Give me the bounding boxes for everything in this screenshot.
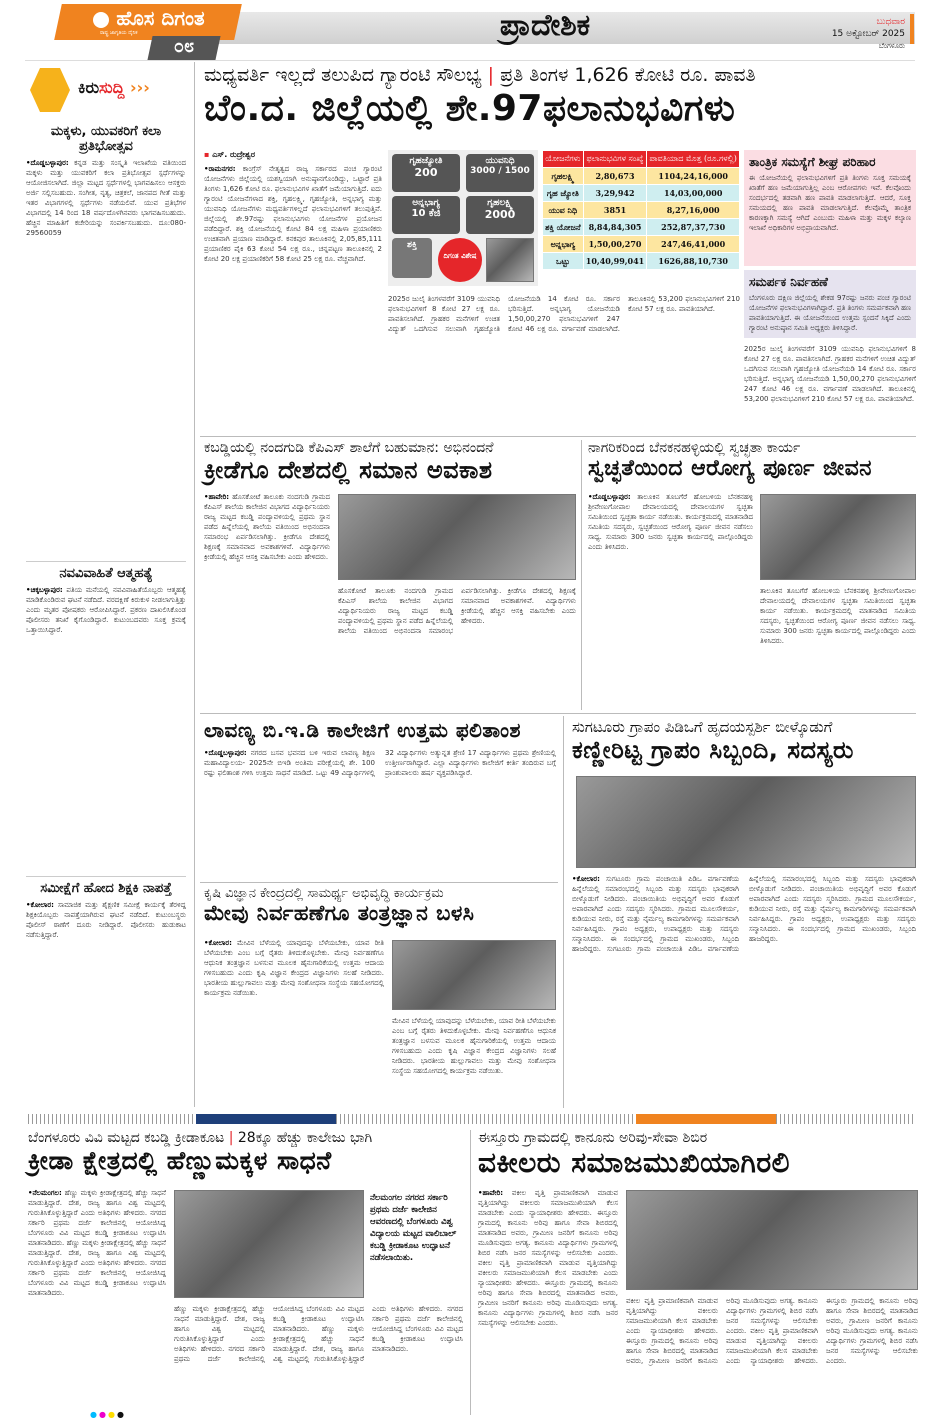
brief-title: ಸಮೀಕ್ಷೆಗೆ ಹೋದ ಶಿಕ್ಷಕಿ ನಾಪತ್ತೆ — [26, 876, 186, 896]
story-text: ಹೆಣ್ಣು ಮಕ್ಕಳು ಕ್ರೀಡಾಕ್ಷೇತ್ರದಲ್ಲಿ ಹೆಚ್ಚು ಸಾಧನೆ ಮಾಡುತ್ತಿದ್ದಾರೆ. ದೇಶ, ರಾಜ್ಯ ಹಾಗೂ ವಿಶ್ವ ಮಟ್ಟದಲ್ಲಿ ಗುರುತಿಸಿಕೊಳ್ಳುತ್ತಿದ್ದಾರೆ ಎಂದು ಅತಿಥಿಗಳು ಹೇಳಿದರು. ನಗರದ ಸರ್ಕಾರಿ ಪ್ರಥಮ ದರ್ಜೆ ಕಾಲೇಜಿನಲ್ಲಿ ಆಯೋಜಿಸಿದ್ದ ಬೆಂಗಳೂರು ವಿವಿ ಮಟ್ಟದ ಕಬಡ್ಡಿ ಕ್ರೀಡಾಕೂಟ ಉದ್ಘಾಟಿಸಿ ಮಾತನಾಡಿದರು. — [28, 1189, 166, 1247]
dateline: ದೊಡ್ಡಬಳ್ಳಾಪುರ: — [592, 493, 631, 501]
story-photo — [338, 494, 576, 580]
story-text: ತಾಲೂಕಿನ ತೂಬಗೆರೆ ಹೋಬಳಿಯ ಬೆನಕನಹಳ್ಳಿ ಶ್ರೀವೇಣುಗೋಪಾಲ ದೇವಾಲಯದಲ್ಲಿ ದೇವಾಲಯಗಳ ಸ್ವಚ್ಛತಾ ಸಮಿತಿಯಿಂದ ಸ್ವಚ್ಛತಾ ಕಾರ್ಯ ನಡೆಯಿತು. ಕಾರ್ಯಕ್ರಮದಲ್ಲಿ ಮಾತನಾಡಿದ ಸಮಿತಿಯ ಸದಸ್ಯರು, ಸ್ವಚ್ಛತೆಯಿಂದ ಆರೋಗ್ಯ ಪೂರ್ಣ ಜೀವನ ನಡೆಸಲು ಸಾಧ್ಯ. ಸುಮಾರು 300 ಜನರು ಸ್ವಚ್ಛತಾ ಕಾರ್ಯದಲ್ಲಿ ಪಾಲ್ಗೊಂಡಿದ್ದರು ಎಂದು ತಿಳಿಸಿದರು. — [588, 493, 753, 551]
table-row: ಶಕ್ತಿ ಯೋಜನೆ 8,84,84,305 252,87,37,730 — [543, 219, 740, 236]
table-row: ಅನ್ನಭಾಗ್ಯ 1,50,00,270 247,46,41,000 — [543, 236, 740, 253]
story-text: ಸುಗಟೂರು ಗ್ರಾಮ ಪಂಚಾಯಿತಿ ಪಿಡಿಒ ವರ್ಗಾವಣೆಯ ಹಿನ್ನೆಲೆಯಲ್ಲಿ ಸಮಾರಂಭದಲ್ಲಿ ಸಿಬ್ಬಂದಿ ಮತ್ತು ಸದಸ್ಯರು ಭಾವುಕರಾಗಿ ಬೀಳ್ಕೊಡುಗೆ ನೀಡಿದರು. ಪಂಚಾಯಿತಿಯ ಅಭಿವೃದ್ಧಿಗೆ ಅವರ ಕೊಡುಗೆ ಅಪಾರವಾಗಿದೆ ಎಂದು ಸದಸ್ಯರು ಸ್ಮರಿಸಿದರು. ಗ್ರಾಮದ ಮೂಲಸೌಕರ್ಯ, ಕುಡಿಯುವ ನೀರು, ರಸ್ತೆ ಮತ್ತು ನೈರ್ಮಲ್ಯ ಕಾಮಗಾರಿಗಳನ್ನು ಸಮರ್ಪಕವಾಗಿ ನಿರ್ವಹಿಸಿದ್ದರು. ಗ್ರಾಪಂ ಅಧ್ಯಕ್ಷರು, ಉಪಾಧ್ಯಕ್ಷರು ಮತ್ತು ಸದಸ್ಯರು ಸನ್ಮಾನಿಸಿದರು. ಈ ಸಂದರ್ಭದಲ್ಲಿ ಗ್ರಾಮದ ಮುಖಂಡರು, ಸಿಬ್ಬಂದಿ ಹಾಜರಿದ್ದರು. — [572, 875, 739, 953]
info-box-technical — [744, 150, 916, 266]
story-headline: ಕ್ರೀಡೆಗೂ ದೇಶದಲ್ಲಿ ಸಮಾನ ಅವಕಾಶ — [204, 456, 493, 484]
story-text: ಹೊಸಕೋಟೆ ತಾಲೂಕು ನಂದಗುಡಿ ಗ್ರಾಮದ ಕೆಪಿಎಸ್ ಶಾಲೆಯ ಕಾಲೇಜಿನ ವಿಭಾಗದ ವಿದ್ಯಾರ್ಥಿನಿಯರು ರಾಜ್ಯ ಮಟ್ಟದ ಕಬಡ್ಡಿ ಪಂದ್ಯಾವಳಿಯಲ್ಲಿ ಪ್ರಥಮ ಸ್ಥಾನ ಪಡೆದ ಹಿನ್ನೆಲೆಯಲ್ಲಿ ಶಾಲೆಯ ವತಿಯಿಂದ ಅಭಿನಂದನಾ ಸಮಾರಂಭ ಏರ್ಪಡಿಸಲಾಗಿತ್ತು. ಕ್ರೀಡೆಗೂ ದೇಶದಲ್ಲಿ ಶಿಕ್ಷಣಕ್ಕೆ ಸಮಾನವಾದ ಅವಕಾಶಗಳಿವೆ. ವಿದ್ಯಾರ್ಥಿಗಳು ಕ್ರೀಡೆಯಲ್ಲಿ ಹೆಚ್ಚಿನ ಆಸಕ್ತಿ ವಹಿಸಬೇಕು ಎಂದು ಹೇಳಿದರು. — [204, 493, 330, 561]
dateline: ದೊಡ್ಡಬಳ್ಳಾಪುರ: — [30, 159, 69, 167]
section-divider — [28, 1114, 916, 1124]
tile-yuvanidhi: ಯುವನಿಧಿ 3000 / 1500 — [466, 154, 534, 192]
pull-quote: ನೆಲಮಂಗಲ ನಗರದ ಸರ್ಕಾರಿ ಪ್ರಥಮ ದರ್ಜೆ ಕಾಲೇಜಿನ ಆವರಣದಲ್ಲಿ ಬೆಂಗಳೂರು ವಿಶ್ವ ವಿದ್ಯಾಲಯ ಮಟ್ಟದ ವಾಲಿಬಾಲ್ ಕಬಡ್ಡಿ ಕ್ರೀಡಾಕೂಟ ಉದ್ಘಾಟನೆ ನಡೆಸಲಾಯಿತು. — [370, 1193, 457, 1263]
table-header: ಪಾವತಿಯಾದ ಮೊತ್ತ (ರೂ.ಗಳಲ್ಲಿ) — [647, 151, 740, 168]
logo-emblem-icon — [93, 12, 109, 28]
story-lawyers: ಈಸ್ತೂರು ಗ್ರಾಮದಲ್ಲಿ ಕಾನೂನು ಅರಿವು-ಸೇವಾ ಶಿಬಿರ ವಕೀಲರು ಸಮಾಜಮುಖಿಯಾಗಿರಲಿ •ಹಾವೇರಿ: ವಕೀಲ ವೃತ್ತಿ ಪ್ರಾಮಾಣಿಕವಾಗಿ ಮಾಡುವ ವೃತ್ತಿಯಾಗಿದ್ದು ವಕೀಲರು ಸಮಾಜಮುಖಿಯಾಗಿ ಕೆಲಸ ಮಾಡಬೇಕು ಎಂದು ನ್ಯಾಯಾಧೀಶರು ಹೇಳಿದರು. ಈಸ್ತೂರು ಗ್ರಾಮದಲ್ಲಿ ಕಾನೂನು ಅರಿವು ಹಾಗೂ ಸೇವಾ ಶಿಬಿರದಲ್ಲಿ ಮಾತನಾಡಿದ ಅವರು, ಗ್ರಾಮೀಣ ಜನರಿಗೆ ಕಾನೂನು ಅರಿವು ಮೂಡಿಸುವುದು ಅಗತ್ಯ. ಕಾನೂನು ವಿದ್ಯಾರ್ಥಿಗಳು ಗ್ರಾಮಗಳಲ್ಲಿ ಶಿಬಿರ ನಡೆಸಿ ಜನರ ಸಮಸ್ಯೆಗಳನ್ನು ಆಲಿಸಬೇಕು ಎಂದರು. ವಕೀಲ ವೃತ್ತಿ ಪ್ರಾಮಾಣಿಕವಾಗಿ ಮಾಡುವ ವೃತ್ತಿಯಾಗಿದ್ದು ವಕೀಲರು ಸಮಾಜಮುಖಿಯಾಗಿ ಕೆಲಸ ಮಾಡಬೇಕು ಎಂದು ನ್ಯಾಯಾಧೀಶರು ಹೇಳಿದರು. ಈಸ್ತೂರು ಗ್ರಾಮದಲ್ಲಿ ಕಾನೂನು ಅರಿವು ಹಾಗೂ ಸೇವಾ ಶಿಬಿರದಲ್ಲಿ ಮಾತನಾಡಿದ ಅವರು, ಗ್ರಾಮೀಣ ಜನರಿಗೆ ಕಾನೂನು ಅರಿವು ಮೂಡಿಸುವುದು ಅಗತ್ಯ. ಕಾನೂನು ವಿದ್ಯಾರ್ಥಿಗಳು ಗ್ರಾಮಗಳಲ್ಲಿ ಶಿಬಿರ ನಡೆಸಿ ಜನರ ಸಮಸ್ಯೆಗಳನ್ನು ಆಲಿಸಬೇಕು ಎಂದರು. ವಕೀಲ ವೃತ್ತಿ ಪ್ರಾಮಾಣಿಕವಾಗಿ ಮಾಡುವ ವೃತ್ತಿಯಾಗಿದ್ದು ವಕೀಲರು ಸಮಾಜಮುಖಿಯಾಗಿ ಕೆಲಸ ಮಾಡಬೇಕು ಎಂದು ನ್ಯಾಯಾಧೀಶರು ಹೇಳಿದರು. ಈಸ್ತೂರು ಗ್ರಾಮದಲ್ಲಿ ಕಾನೂನು ಅರಿವು ಹಾಗೂ ಸೇವಾ ಶಿಬಿರದಲ್ಲಿ ಮಾತನಾಡಿದ ಅವರು, ಗ್ರಾಮೀಣ ಜನರಿಗೆ ಕಾನೂನು ಅರಿವು ಮೂಡಿಸುವುದು ಅಗತ್ಯ. ಕಾನೂನು ವಿದ್ಯಾರ್ಥಿಗಳು ಗ್ರಾಮಗಳಲ್ಲಿ ಶಿಬಿರ ನಡೆಸಿ ಜನರ ಸಮಸ್ಯೆಗಳನ್ನು ಆಲಿಸಬೇಕು ಎಂದರು. ವಕೀಲ ವೃತ್ತಿ ಪ್ರಾಮಾಣಿಕವಾಗಿ ಮಾಡುವ ವೃತ್ತಿಯಾಗಿದ್ದು ವಕೀಲರು ಸಮಾಜಮುಖಿಯಾಗಿ ಕೆಲಸ ಮಾಡಬೇಕು ಎಂದು ನ್ಯಾಯಾಧೀಶರು ಹೇಳಿದರು. ಈಸ್ತೂರು ಗ್ರಾಮದಲ್ಲಿ ಕಾನೂನು ಅರಿವು ಹಾಗೂ ಸೇವಾ ಶಿಬಿರದಲ್ಲಿ ಮಾತನಾಡಿದ ಅವರು, ಗ್ರಾಮೀಣ ಜನರಿಗೆ ಕಾನೂನು ಅರಿವು ಮೂಡಿಸುವುದು ಅಗತ್ಯ. ಕಾನೂನು ವಿದ್ಯಾರ್ಥಿಗಳು ಗ್ರಾಮಗಳಲ್ಲಿ ಶಿಬಿರ ನಡೆಸಿ ಜನರ ಸಮಸ್ಯೆಗಳನ್ನು ಆಲಿಸಬೇಕು ಎಂದರು. — [478, 1130, 918, 1365]
story-photo — [576, 776, 916, 868]
story-lavanya: ಲಾವಣ್ಯ ಬಿ.ಇ.ಡಿ ಕಾಲೇಜಿಗೆ ಉತ್ತಮ ಫಲಿತಾಂಶ •ದೊಡ್ಡಬಳ್ಳಾಪುರ: ನಗರದ ಬಸವ ಭವನದ ಬಳಿ ಇರುವ ಲಾವಣ್ಯ ಶಿಕ್ಷಣ ಮಹಾವಿದ್ಯಾಲಯ- 2025ನೇ ಬಿಇಡಿ ಅಂತಿಮ ಪರೀಕ್ಷೆಯಲ್ಲಿ ಶೇ. 100 ರಷ್ಟು ಫಲಿತಾಂಶ ಗಳಿಸಿ ಉತ್ತಮ ಸಾಧನೆ ಮಾಡಿದೆ. ಒಟ್ಟು 49 ವಿದ್ಯಾರ್ಥಿಗಳಲ್ಲಿ 32 ವಿದ್ಯಾರ್ಥಿಗಳು ಅತ್ಯುನ್ನತ ಶ್ರೇಣಿ 17 ವಿದ್ಯಾರ್ಥಿಗಳು ಪ್ರಥಮ ಶ್ರೇಣಿಯಲ್ಲಿ ಉತ್ತೀರ್ಣರಾಗಿದ್ದಾರೆ. ಎಲ್ಲಾ ವಿದ್ಯಾರ್ಥಿಗಳು ಕಾಲೇಜಿಗೆ ಕೀರ್ತಿ ತಂದಿರುವ ಬಗ್ಗೆ ಪ್ರಾಂಶುಪಾಲರು ಹರ್ಷ ವ್ಯಕ್ತಪಡಿಸಿದ್ದಾರೆ. — [204, 718, 556, 777]
brief-text: ಕನ್ನಡ ಮತ್ತು ಸಂಸ್ಕೃತಿ ಇಲಾಖೆಯ ವತಿಯಿಂದ ಮಕ್ಕಳು ಮತ್ತು ಯುವಕರಿಗೆ ಕಲಾ ಪ್ರತಿಭೋತ್ಸವ ಸ್ಪರ್ಧೆಗಳನ್ನು ಆಯೋಜಿಸಲಾಗಿದೆ. ಜಿಲ್ಲಾ ಮಟ್ಟದ ಸ್ಪರ್ಧೆಗಳಲ್ಲಿ ಭಾಗವಹಿಸಲು ಆಸಕ್ತರು ಅರ್ಜಿ ಸಲ್ಲಿಸಬಹುದು. ಸಂಗೀತ, ನೃತ್ಯ, ಚಿತ್ರಕಲೆ, ಜಾನಪದ ಗೀತೆ ಮತ್ತು ಇತರ ವಿಭಾಗಗಳಲ್ಲಿ ಸ್ಪರ್ಧೆಗಳು ನಡೆಯಲಿವೆ. ಯುವ ಪ್ರತಿಭೆಗಳ ವಿಭಾಗದಲ್ಲಿ 14 ರಿಂದ 18 ವರ್ಷದೊಳಗಿನವರು ಭಾಗವಹಿಸಬಹುದು. ಹೆಚ್ಚಿನ ಮಾಹಿತಿಗೆ ಕಚೇರಿಯನ್ನು ಸಂಪರ್ಕಿಸಬಹುದು. ದೂ:080-29560059 — [26, 159, 186, 237]
story-headline: ಸ್ವಚ್ಛತೆಯಿಂದ ಆರೋಗ್ಯ ಪೂರ್ಣ ಜೀವನ — [588, 456, 872, 481]
dateline: ಕೋಲಾರ: — [30, 901, 54, 909]
guarantee-table — [542, 150, 740, 270]
edition-city: ಬೆಂಗಳೂರು — [878, 42, 905, 50]
divider-orange — [636, 1114, 776, 1124]
logo-text: ಹೊಸ ದಿಗಂತ — [116, 6, 205, 30]
divider-blue — [196, 1114, 336, 1124]
table-header: ಯೋಜನೆಗಳು — [543, 151, 584, 168]
page-number: ೦೮ — [173, 36, 195, 57]
dateline: ದೊಡ್ಡಬಳ್ಳಾಪುರ: — [208, 749, 247, 757]
table-row-total: ಒಟ್ಟು 10,40,99,041 1626,88,10,730 — [543, 253, 740, 270]
digantha-special-badge: ದಿಗಂತ ವಿಶೇಷ — [438, 238, 482, 282]
story-photo — [626, 1190, 918, 1290]
lead-kicker: ಮಧ್ಯವರ್ತಿ ಇಲ್ಲದೆ ತಲುಪಿದ ಗ್ಯಾರಂಟಿ ಸೌಲಭ್ಯ — [204, 64, 482, 86]
lead-text: ಕಾಂಗ್ರೆಸ್ ನೇತೃತ್ವದ ರಾಜ್ಯ ಸರ್ಕಾರದ ಪಂಚ ಗ್ಯಾರಂಟಿ ಯೋಜನೆಗಳು ಜಿಲ್ಲೆಯಲ್ಲಿ ಯಶಸ್ವಿಯಾಗಿ ಅನುಷ್ಠಾನಗೊಂಡಿದ್ದು, ಒಟ್ಟಾರೆ ಪ್ರತಿ ತಿಂಗಳು 1,626 ಕೋಟಿ ರೂ. ಫಲಾನುಭವಿಗಳ ಖಾತೆಗೆ ಜಮೆಯಾಗುತ್ತಿದೆ. ಐದು ಗ್ಯಾರಂಟಿ ಯೋಜನೆಗಳಾದ ಶಕ್ತಿ, ಗೃಹಲಕ್ಷ್ಮಿ, ಗೃಹಜ್ಯೋತಿ, ಅನ್ನಭಾಗ್ಯ ಮತ್ತು ಯುವನಿಧಿ ಯೋಜನೆಗಳು ಮಧ್ಯವರ್ತಿಗಳಿಲ್ಲದೆ ಫಲಾನುಭವಿಗಳಿಗೆ ತಲುಪುತ್ತಿವೆ. ಜಿಲ್ಲೆಯಲ್ಲಿ ಶೇ.97ರಷ್ಟು ಫಲಾನುಭವಿಗಳು ಯೋಜನೆಗಳ ಪ್ರಯೋಜನ ಪಡೆದಿದ್ದಾರೆ. ಶಕ್ತಿ ಯೋಜನೆಯಲ್ಲಿ ಕೋಟಿ 84 ಲಕ್ಷ ಮಹಿಳಾ ಪ್ರಯಾಣಿಕರು ಉಚಿತವಾಗಿ ಪ್ರಯಾಣ ಮಾಡಿದ್ದಾರೆ. ಕನಕಪುರ ತಾಲೂಕಿನಲ್ಲಿ 2,05,85,111 ಪ್ರಯಾಣಿಕರ ಪೈಕಿ 63 ಕೋಟಿ 54 ಲಕ್ಷ ರೂ., ಚನ್ನಪಟ್ಟಣ ತಾಲೂಕಿನಲ್ಲಿ 2 ಕೋಟಿ 20 ಲಕ್ಷ ಪ್ರಯಾಣಿಕರಿಗೆ 58 ಕೋಟಿ 25 ಲಕ್ಷ ರೂ. ವೆಚ್ಚವಾಗಿದೆ. — [204, 165, 382, 263]
story-text: ನಗರದ ಬಸವ ಭವನದ ಬಳಿ ಇರುವ ಲಾವಣ್ಯ ಶಿಕ್ಷಣ ಮಹಾವಿದ್ಯಾಲಯ- 2025ನೇ ಬಿಇಡಿ ಅಂತಿಮ ಪರೀಕ್ಷೆಯಲ್ಲಿ ಶೇ. 100 ರಷ್ಟು ಫಲಿತಾಂಶ ಗಳಿಸಿ ಉತ್ತಮ ಸಾಧನೆ ಮಾಡಿದೆ. ಒಟ್ಟು 49 ವಿದ್ಯಾರ್ಥಿಗಳಲ್ಲಿ 32 ವಿದ್ಯಾರ್ಥಿಗಳು ಅತ್ಯುನ್ನತ ಶ್ರೇಣಿ 17 ವಿದ್ಯಾರ್ಥಿಗಳು ಪ್ರಥಮ ಶ್ರೇಣಿಯಲ್ಲಿ ಉತ್ತೀರ್ಣರಾಗಿದ್ದಾರೆ. ಎಲ್ಲಾ ವಿದ್ಯಾರ್ಥಿಗಳು ಕಾಲೇಜಿಗೆ ಕೀರ್ತಿ ತಂದಿರುವ ಬಗ್ಗೆ ಪ್ರಾಂಶುಪಾಲರು ಹರ್ಷ ವ್ಯಕ್ತಪಡಿಸಿದ್ದಾರೆ. — [204, 749, 556, 777]
box-text: ಈ ಯೋಜನೆಯಲ್ಲಿ ಫಲಾನುಭವಿಗಳಿಗೆ ಪ್ರತಿ ತಿಂಗಳು ಸೂಕ್ತ ಸಮಯಕ್ಕೆ ಖಾತೆಗೆ ಹಣ ಜಮೆಯಾಗುತ್ತಿಲ್ಲ ಎಂಬ ಆರೋಪಗಳು ಇವೆ. ಕೆಲವೊಂದು ಸಂದರ್ಭದಲ್ಲಿ ತಡವಾಗಿ ಹಣ ಪಾವತಿ ಮಾಡಲಾಗುತ್ತಿದೆ. ಆದರೆ, ಸೂಕ್ತ ಸಮಯದಲ್ಲಿ ಹಣ ಪಾವತಿ ಮಾಡಲಾಗುತ್ತಿದೆ. ಕೆಲವೊಮ್ಮೆ ತಾಂತ್ರಿಕ ಕಾರಣಕ್ಕಾಗಿ ಸಮಸ್ಯೆ ಆಗಿದೆ ಎಂಬುದು ಮಹಿಳಾ ಮತ್ತು ಮಕ್ಕಳ ಕಲ್ಯಾಣ ಇಲಾಖೆ ಅಧಿಕಾರಿಗಳ ಅಭಿಪ್ರಾಯವಾಗಿದೆ. — [749, 174, 911, 232]
table-row: ಗೃಹ ಜ್ಯೋತಿ 3,29,942 14,03,00,000 — [543, 185, 740, 202]
story-cleanliness: ನಾಗರಿಕರಿಂದ ಬೆನಕನಹಳ್ಳಿಯಲ್ಲಿ ಸ್ವಚ್ಛತಾ ಕಾರ್ಯ ಸ್ವಚ್ಛತೆಯಿಂದ ಆರೋಗ್ಯ ಪೂರ್ಣ ಜೀವನ •ದೊಡ್ಡಬಳ್ಳಾಪುರ: ತಾಲೂಕಿನ ತೂಬಗೆರೆ ಹೋಬಳಿಯ ಬೆನಕನಹಳ್ಳಿ ಶ್ರೀವೇಣುಗೋಪಾಲ ದೇವಾಲಯದಲ್ಲಿ ದೇವಾಲಯಗಳ ಸ್ವಚ್ಛತಾ ಸಮಿತಿಯಿಂದ ಸ್ವಚ್ಛತಾ ಕಾರ್ಯ ನಡೆಯಿತು. ಕಾರ್ಯಕ್ರಮದಲ್ಲಿ ಮಾತನಾಡಿದ ಸಮಿತಿಯ ಸದಸ್ಯರು, ಸ್ವಚ್ಛತೆಯಿಂದ ಆರೋಗ್ಯ ಪೂರ್ಣ ಜೀವನ ನಡೆಸಲು ಸಾಧ್ಯ. ಸುಮಾರು 300 ಜನರು ಸ್ವಚ್ಛತಾ ಕಾರ್ಯದಲ್ಲಿ ಪಾಲ್ಗೊಂಡಿದ್ದರು ಎಂದು ತಿಳಿಸಿದರು. ತಾಲೂಕಿನ ತೂಬಗೆರೆ ಹೋಬಳಿಯ ಬೆನಕನಹಳ್ಳಿ ಶ್ರೀವೇಣುಗೋಪಾಲ ದೇವಾಲಯದಲ್ಲಿ ದೇವಾಲಯಗಳ ಸ್ವಚ್ಛತಾ ಸಮಿತಿಯಿಂದ ಸ್ವಚ್ಛತಾ ಕಾರ್ಯ ನಡೆಯಿತು. ಕಾರ್ಯಕ್ರಮದಲ್ಲಿ ಮಾತನಾಡಿದ ಸಮಿತಿಯ ಸದಸ್ಯರು, ಸ್ವಚ್ಛತೆಯಿಂದ ಆರೋಗ್ಯ ಪೂರ್ಣ ಜೀವನ ನಡೆಸಲು ಸಾಧ್ಯ. ಸುಮಾರು 300 ಜನರು ಸ್ವಚ್ಛತಾ ಕಾರ್ಯದಲ್ಲಿ ಪಾಲ್ಗೊಂಡಿದ್ದರು ಎಂದು ತಿಳಿಸಿದರು. — [588, 440, 916, 645]
story-headline: ಕಣ್ಣೀರಿಟ್ಟ ಗ್ರಾಪಂ ಸಿಬ್ಬಂದಿ, ಸದಸ್ಯರು — [572, 736, 854, 764]
table-row: ಗೃಹಲಕ್ಷ್ಮಿ 2,80,673 1104,24,16,000 — [543, 168, 740, 185]
brief-title: ಮಕ್ಕಳು, ಯುವಕರಿಗೆ ಕಲಾ ಪ್ರತಿಭೋತ್ಸವ — [50, 124, 162, 154]
hand-icon — [30, 68, 70, 112]
tile-annabhagya: ಅನ್ನಭಾಗ್ಯ 10 ಕೆಜಿ — [392, 196, 460, 234]
table-header: ಫಲಾನುಭವಿಗಳ ಸಂಖ್ಯೆ — [583, 151, 647, 168]
story-kicker: ಬೆಂಗಳೂರು ವಿವಿ ಮಟ್ಟದ ಕಬಡ್ಡಿ ಕ್ರೀಡಾಕೂಟ — [28, 1130, 225, 1146]
story-kicker: ನಾಗರಿಕರಿಂದ ಬೆನಕನಹಳ್ಳಿಯಲ್ಲಿ ಸ್ವಚ್ಛತಾ ಕಾರ್ಯ — [588, 440, 801, 456]
info-box-management — [744, 270, 916, 338]
header-accent — [910, 14, 914, 44]
dateline: ಹಾವೇರಿ: — [208, 493, 230, 501]
brief-item: ಮಕ್ಕಳು, ಯುವಕರಿಗೆ ಕಲಾ ಪ್ರತಿಭೋತ್ಸವ •ದೊಡ್ಡಬಳ್ಳಾಪುರ: ಕನ್ನಡ ಮತ್ತು ಸಂಸ್ಕೃತಿ ಇಲಾಖೆಯ ವತಿಯಿಂದ ಮಕ್ಕಳು ಮತ್ತು ಯುವಕರಿಗೆ ಕಲಾ ಪ್ರತಿಭೋತ್ಸವ ಸ್ಪರ್ಧೆಗಳನ್ನು ಆಯೋಜಿಸಲಾಗಿದೆ. ಜಿಲ್ಲಾ ಮಟ್ಟದ ಸ್ಪರ್ಧೆಗಳಲ್ಲಿ ಭಾಗವಹಿಸಲು ಆಸಕ್ತರು ಅರ್ಜಿ ಸಲ್ಲಿಸಬಹುದು. ಸಂಗೀತ, ನೃತ್ಯ, ಚಿತ್ರಕಲೆ, ಜಾನಪದ ಗೀತೆ ಮತ್ತು ಇತರ ವಿಭಾಗಗಳಲ್ಲಿ ಸ್ಪರ್ಧೆಗಳು ನಡೆಯಲಿವೆ. ಯುವ ಪ್ರತಿಭೆಗಳ ವಿಭಾಗದಲ್ಲಿ 14 ರಿಂದ 18 ವರ್ಷದೊಳಗಿನವರು ಭಾಗವಹಿಸಬಹುದು. ಹೆಚ್ಚಿನ ಮಾಹಿತಿಗೆ ಕಚೇರಿಯನ್ನು ಸಂಪರ್ಕಿಸಬಹುದು. ದೂ:080-29560059 — [26, 124, 186, 237]
graphic-photo — [486, 238, 534, 282]
logo-tagline: ರಾಷ್ಟ್ರ ಜಾಗೃತಿಯ ದೈನಿಕ — [100, 30, 138, 36]
story-fodder: ಕೃಷಿ ವಿಜ್ಞಾನ ಕೇಂದ್ರದಲ್ಲಿ ಸಾಮರ್ಥ್ಯ ಅಭಿವೃದ್ಧಿ ಕಾರ್ಯಕ್ರಮ ಮೇವು ನಿರ್ವಹಣೆಗೂ ತಂತ್ರಜ್ಞಾನ ಬಳಸಿ •ಕೋಲಾರ: ಮೇವಿನ ಬೆಳೆಯಲ್ಲಿ ಯಾವುದನ್ನು ಬೆಳೆಯಬೇಕು, ಯಾವ ರೀತಿ ಬೆಳೆಯಬೇಕು ಎಂಬ ಬಗ್ಗೆ ರೈತರು ತಿಳಿದುಕೊಳ್ಳಬೇಕು. ಮೇವು ನಿರ್ವಹಣೆಗೂ ಆಧುನಿಕ ತಂತ್ರಜ್ಞಾನ ಬಳಸುವ ಮೂಲಕ ಹೈನುಗಾರಿಕೆಯಲ್ಲಿ ಉತ್ತಮ ಆದಾಯ ಗಳಿಸಬಹುದು ಎಂದು ಕೃಷಿ ವಿಜ್ಞಾನ ಕೇಂದ್ರದ ವಿಜ್ಞಾನಿಗಳು ಸಲಹೆ ನೀಡಿದರು. ಭಾರತೀಯ ಹುಲ್ಲುಗಾವಲು ಮತ್ತು ಮೇವು ಸಂಶೋಧನಾ ಸಂಸ್ಥೆಯ ಸಹಯೋಗದಲ್ಲಿ ಕಾರ್ಯಕ್ರಮ ನಡೆಯಿತು. ಮೇವಿನ ಬೆಳೆಯಲ್ಲಿ ಯಾವುದನ್ನು ಬೆಳೆಯಬೇಕು, ಯಾವ ರೀತಿ ಬೆಳೆಯಬೇಕು ಎಂಬ ಬಗ್ಗೆ ರೈತರು ತಿಳಿದುಕೊಳ್ಳಬೇಕು. ಮೇವು ನಿರ್ವಹಣೆಗೂ ಆಧುನಿಕ ತಂತ್ರಜ್ಞಾನ ಬಳಸುವ ಮೂಲಕ ಹೈನುಗಾರಿಕೆಯಲ್ಲಿ ಉತ್ತಮ ಆದಾಯ ಗಳಿಸಬಹುದು ಎಂದು ಕೃಷಿ ವಿಜ್ಞಾನ ಕೇಂದ್ರದ ವಿಜ್ಞಾನಿಗಳು ಸಲಹೆ ನೀಡಿದರು. ಭಾರತೀಯ ಹುಲ್ಲುಗಾವಲು ಮತ್ತು ಮೇವು ಸಂಶೋಧನಾ ಸಂಸ್ಥೆಯ ಸಹಯೋಗದಲ್ಲಿ ಕಾರ್ಯಕ್ರಮ ನಡೆಯಿತು. — [204, 886, 556, 1075]
lead-story: ಮಧ್ಯವರ್ತಿ ಇಲ್ಲದೆ ತಲುಪಿದ ಗ್ಯಾರಂಟಿ ಸೌಲಭ್ಯ | ಪ್ರತಿ ತಿಂಗಳ 1,626 ಕೋಟಿ ರೂ. ಪಾವತಿ ಬೆಂ.ದ. ಜಿಲ್ಲೆಯಲ್ಲಿ ಶೇ.97ಫಲಾನುಭವಿಗಳು ▪ ಎಸ್. ರುದ್ರೇಶ್ವರ •ರಾಮನಗರ: ಕಾಂಗ್ರೆಸ್ ನೇತೃತ್ವದ ರಾಜ್ಯ ಸರ್ಕಾರದ ಪಂಚ ಗ್ಯಾರಂಟಿ ಯೋಜನೆಗಳು ಜಿಲ್ಲೆಯಲ್ಲಿ ಯಶಸ್ವಿಯಾಗಿ ಅನುಷ್ಠಾನಗೊಂಡಿದ್ದು, ಒಟ್ಟಾರೆ ಪ್ರತಿ ತಿಂಗಳು 1,626 ಕೋಟಿ ರೂ. ಫಲಾನುಭವಿಗಳ ಖಾತೆಗೆ ಜಮೆಯಾಗುತ್ತಿದೆ. ಐದು ಗ್ಯಾರಂಟಿ ಯೋಜನೆಗಳಾದ ಶಕ್ತಿ, ಗೃಹಲಕ್ಷ್ಮಿ, ಗೃಹಜ್ಯೋತಿ, ಅನ್ನಭಾಗ್ಯ ಮತ್ತು ಯುವನಿಧಿ ಯೋಜನೆಗಳು ಮಧ್ಯವರ್ತಿಗಳಿಲ್ಲದೆ ಫಲಾನುಭವಿಗಳಿಗೆ ತಲುಪುತ್ತಿವೆ. ಜಿಲ್ಲೆಯಲ್ಲಿ ಶೇ.97ರಷ್ಟು ಫಲಾನುಭವಿಗಳು ಯೋಜನೆಗಳ ಪ್ರಯೋಜನ ಪಡೆದಿದ್ದಾರೆ. ಶಕ್ತಿ ಯೋಜನೆಯಲ್ಲಿ ಕೋಟಿ 84 ಲಕ್ಷ ಮಹಿಳಾ ಪ್ರಯಾಣಿಕರು ಉಚಿತವಾಗಿ ಪ್ರಯಾಣ ಮಾಡಿದ್ದಾರೆ. ಕನಕಪುರ ತಾಲೂಕಿನಲ್ಲಿ 2,05,85,111 ಪ್ರಯಾಣಿಕರ ಪೈಕಿ 63 ಕೋಟಿ 54 ಲಕ್ಷ ರೂ., ಚನ್ನಪಟ್ಟಣ ತಾಲೂಕಿನಲ್ಲಿ 2 ಕೋಟಿ 20 ಲಕ್ಷ ಪ್ರಯಾಣಿಕರಿಗೆ 58 ಕೋಟಿ 25 ಲಕ್ಷ ರೂ. ವೆಚ್ಚವಾಗಿದೆ. ಗೃಹಜ್ಯೋತಿ 200 ಯುವನಿಧಿ 3000 / 1500 ಅನ್ನಭಾಗ್ಯ 10 ಕೆಜಿ ಗೃಹಲಕ್ಷ್ಮಿ 2000 ಶಕ್ತಿ ದಿಗಂತ ವಿಶೇಷ ಯೋಜನೆಗಳು ಫಲಾನುಭವಿಗಳ ಸಂಖ್ಯೆ ಪಾವತಿಯಾದ ಮೊತ್ತ (ರೂ.ಗಳಲ್ಲಿ) ಗೃಹಲಕ್ಷ್ಮಿ 2,80,673 1104,24,16,000 ಗೃಹ ಜ್ಯೋತಿ 3,29,942 14,03,00,000 ಯುವ ನಿಧಿ 3851 8,27,16,000 ಶಕ್ತಿ ಯೋಜನೆ 8,84,84,305 252,87,37,730 ಅನ್ನಭಾಗ್ಯ 1,50,00,270 247,46,41,000 ಒಟ್ಟು 10,40,99,041 1626,88,10,730 2025ರ ಜುಲೈ ತಿಂಗಳವರೆಗೆ 3109 ಯುವನಿಧಿ ಫಲಾನುಭವಿಗಳಿಗೆ 8 ಕೋಟಿ 27 ಲಕ್ಷ ರೂ. ಪಾವತಿಸಲಾಗಿದೆ. ಗ್ರಾಹಕರ ಮನೆಗಳಿಗೆ ಉಚಿತ ವಿದ್ಯುತ್ ಒದಗಿಸುವ ಸಲುವಾಗಿ ಗೃಹಜ್ಯೋತಿ ಯೋಜನೆಯಡಿ 14 ಕೋಟಿ ರೂ. ಸರ್ಕಾರ ಭರಿಸುತ್ತಿದೆ. ಅನ್ನಭಾಗ್ಯ ಯೋಜನೆಯಡಿ 1,50,00,270 ಫಲಾನುಭವಿಗಳಿಗೆ 247 ಕೋಟಿ 46 ಲಕ್ಷ ರೂ. ವರ್ಗಾವಣೆ ಮಾಡಲಾಗಿದೆ. ತಾಲೂಕಿನಲ್ಲಿ 53,200 ಫಲಾನುಭವಿಗಳಿಗೆ 210 ಕೋಟಿ 57 ಲಕ್ಷ ರೂ. ಪಾವತಿಯಾಗಿದೆ. ತಾಂತ್ರಿಕ ಸಮಸ್ಯೆಗೆ ಶೀಘ್ರ ಪರಿಹಾರ ಈ ಯೋಜನೆಯಲ್ಲಿ ಫಲಾನುಭವಿಗಳಿಗೆ ಪ್ರತಿ ತಿಂಗಳು ಸೂಕ್ತ ಸಮಯಕ್ಕೆ ಖಾತೆಗೆ ಹಣ ಜಮೆಯಾಗುತ್ತಿಲ್ಲ ಎಂಬ ಆರೋಪಗಳು ಇವೆ. ಕೆಲವೊಂದು ಸಂದರ್ಭದಲ್ಲಿ ತಡವಾಗಿ ಹಣ ಪಾವತಿ ಮಾಡಲಾಗುತ್ತಿದೆ. ಆದರೆ, ಸೂಕ್ತ ಸಮಯದಲ್ಲಿ ಹಣ ಪಾವತಿ ಮಾಡಲಾಗುತ್ತಿದೆ. ಕೆಲವೊಮ್ಮೆ ತಾಂತ್ರಿಕ ಕಾರಣಕ್ಕಾಗಿ ಸಮಸ್ಯೆ ಆಗಿದೆ ಎಂಬುದು ಮಹಿಳಾ ಮತ್ತು ಮಕ್ಕಳ ಕಲ್ಯಾಣ ಇಲಾಖೆ ಅಧಿಕಾರಿಗಳ ಅಭಿಪ್ರಾಯವಾಗಿದೆ. ಸಮರ್ಪಕ ನಿರ್ವಹಣೆ ಬೆಂಗಳೂರು ದಕ್ಷಿಣ ಜಿಲ್ಲೆಯಲ್ಲಿ ಶೇಕಡ 97ರಷ್ಟು ಜನರು ಪಂಚ ಗ್ಯಾರಂಟಿ ಯೋಜನೆಗಳ ಫಲಾನುಭವಿಗಳಾಗಿದ್ದಾರೆ. ಪ್ರತಿ ತಿಂಗಳು ಸಮರ್ಪಕವಾಗಿ ಹಣ ಪಾವತಿಯಾಗುತ್ತಿದೆ. ಈ ಯೋಜನೆಯಿಂದ ಉತ್ತಮ ಸ್ಪಂದನೆ ಸಿಕ್ಕಿದೆ ಎಂದು ಗ್ಯಾರಂಟಿ ಅನುಷ್ಠಾನ ಸಮಿತಿ ಅಧ್ಯಕ್ಷರು ತಿಳಿಸಿದ್ದಾರೆ. 2025ರ ಜುಲೈ ತಿಂಗಳವರೆಗೆ 3109 ಯುವನಿಧಿ ಫಲಾನುಭವಿಗಳಿಗೆ 8 ಕೋಟಿ 27 ಲಕ್ಷ ರೂ. ಪಾವತಿಸಲಾಗಿದೆ. ಗ್ರಾಹಕರ ಮನೆಗಳಿಗೆ ಉಚಿತ ವಿದ್ಯುತ್ ಒದಗಿಸುವ ಸಲುವಾಗಿ ಗೃಹಜ್ಯೋತಿ ಯೋಜನೆಯಡಿ 14 ಕೋಟಿ ರೂ. ಸರ್ಕಾರ ಭರಿಸುತ್ತಿದೆ. ಅನ್ನಭಾಗ್ಯ ಯೋಜನೆಯಡಿ 1,50,00,270 ಫಲಾನುಭವಿಗಳಿಗೆ 247 ಕೋಟಿ 46 ಲಕ್ಷ ರೂ. ವರ್ಗಾವಣೆ ಮಾಡಲಾಗಿದೆ. ತಾಲೂಕಿನಲ್ಲಿ 53,200 ಫಲಾನುಭವಿಗಳಿಗೆ 210 ಕೋಟಿ 57 ಲಕ್ಷ ರೂ. ಪಾವತಿಯಾಗಿದೆ. — [204, 64, 916, 403]
dateline: ಕೋಲಾರ: — [208, 939, 232, 947]
brief-text: ಸಾಮಾಜಿಕ ಮತ್ತು ಶೈಕ್ಷಣಿಕ ಸಮೀಕ್ಷೆ ಕಾರ್ಯಕ್ಕೆ ತೆರಳಿದ್ದ ಶಿಕ್ಷಕಿಯೊಬ್ಬರು ನಾಪತ್ತೆಯಾಗಿರುವ ಘಟನೆ ನಡೆದಿದೆ. ಕುಟುಂಬಸ್ಥರು ಪೊಲೀಸ್ ಠಾಣೆಗೆ ದೂರು ನೀಡಿದ್ದಾರೆ. ಪೊಲೀಸರು ಹುಡುಕಾಟ ನಡೆಸುತ್ತಿದ್ದಾರೆ. — [26, 901, 186, 939]
story-headline: ಕ್ರೀಡಾ ಕ್ಷೇತ್ರದಲ್ಲಿ ಹೆಣ್ಣುಮಕ್ಕಳ ಸಾಧನೆ — [28, 1146, 332, 1175]
story-photo — [174, 1190, 364, 1298]
table-row: ಯುವ ನಿಧಿ 3851 8,27,16,000 — [543, 202, 740, 219]
brief-text: ಪತಿಯ ಮನೆಯಲ್ಲಿ ನವವಿವಾಹಿತೆಯೊಬ್ಬರು ಆತ್ಮಹತ್ಯೆ ಮಾಡಿಕೊಂಡಿರುವ ಘಟನೆ ನಡೆದಿದೆ. ವರದಕ್ಷಿಣೆ ಕಿರುಕುಳ ನೀಡಲಾಗುತ್ತಿತ್ತು ಎಂದು ಮೃತರ ಪೋಷಕರು ಆರೋಪಿಸಿದ್ದಾರೆ. ಪ್ರಕರಣ ದಾಖಲಿಸಿಕೊಂಡ ಪೊಲೀಸರು ತನಿಖೆ ಕೈಗೊಂಡಿದ್ದಾರೆ. ಕುಟುಂಬದವರು ಸೂಕ್ತ ಕ್ರಮಕ್ಕೆ ಒತ್ತಾಯಿಸಿದ್ದಾರೆ. — [26, 586, 186, 634]
byline: ಎಸ್. ರುದ್ರೇಶ್ವರ — [212, 150, 255, 159]
dateline: ಕೋಲಾರ: — [576, 875, 600, 883]
story-women-sports: ಬೆಂಗಳೂರು ವಿವಿ ಮಟ್ಟದ ಕಬಡ್ಡಿ ಕ್ರೀಡಾಕೂಟ | 28ಕ್ಕೂ ಹೆಚ್ಚು ಕಾಲೇಜು ಭಾಗಿ ಕ್ರೀಡಾ ಕ್ಷೇತ್ರದಲ್ಲಿ ಹೆಣ್ಣುಮಕ್ಕಳ ಸಾಧನೆ •ನೆಲಮಂಗಲ: ಹೆಣ್ಣು ಮಕ್ಕಳು ಕ್ರೀಡಾಕ್ಷೇತ್ರದಲ್ಲಿ ಹೆಚ್ಚು ಸಾಧನೆ ಮಾಡುತ್ತಿದ್ದಾರೆ. ದೇಶ, ರಾಜ್ಯ ಹಾಗೂ ವಿಶ್ವ ಮಟ್ಟದಲ್ಲಿ ಗುರುತಿಸಿಕೊಳ್ಳುತ್ತಿದ್ದಾರೆ ಎಂದು ಅತಿಥಿಗಳು ಹೇಳಿದರು. ನಗರದ ಸರ್ಕಾರಿ ಪ್ರಥಮ ದರ್ಜೆ ಕಾಲೇಜಿನಲ್ಲಿ ಆಯೋಜಿಸಿದ್ದ ಬೆಂಗಳೂರು ವಿವಿ ಮಟ್ಟದ ಕಬಡ್ಡಿ ಕ್ರೀಡಾಕೂಟ ಉದ್ಘಾಟಿಸಿ ಮಾತನಾಡಿದರು. ಹೆಣ್ಣು ಮಕ್ಕಳು ಕ್ರೀಡಾಕ್ಷೇತ್ರದಲ್ಲಿ ಹೆಚ್ಚು ಸಾಧನೆ ಮಾಡುತ್ತಿದ್ದಾರೆ. ದೇಶ, ರಾಜ್ಯ ಹಾಗೂ ವಿಶ್ವ ಮಟ್ಟದಲ್ಲಿ ಗುರುತಿಸಿಕೊಳ್ಳುತ್ತಿದ್ದಾರೆ ಎಂದು ಅತಿಥಿಗಳು ಹೇಳಿದರು. ನಗರದ ಸರ್ಕಾರಿ ಪ್ರಥಮ ದರ್ಜೆ ಕಾಲೇಜಿನಲ್ಲಿ ಆಯೋಜಿಸಿದ್ದ ಬೆಂಗಳೂರು ವಿವಿ ಮಟ್ಟದ ಕಬಡ್ಡಿ ಕ್ರೀಡಾಕೂಟ ಉದ್ಘಾಟಿಸಿ ಮಾತನಾಡಿದರು. ನೆಲಮಂಗಲ ನಗರದ ಸರ್ಕಾರಿ ಪ್ರಥಮ ದರ್ಜೆ ಕಾಲೇಜಿನ ಆವರಣದಲ್ಲಿ ಬೆಂಗಳೂರು ವಿಶ್ವ ವಿದ್ಯಾಲಯ ಮಟ್ಟದ ವಾಲಿಬಾಲ್ ಕಬಡ್ಡಿ ಕ್ರೀಡಾಕೂಟ ಉದ್ಘಾಟನೆ ನಡೆಸಲಾಯಿತು. ಹೆಣ್ಣು ಮಕ್ಕಳು ಕ್ರೀಡಾಕ್ಷೇತ್ರದಲ್ಲಿ ಹೆಚ್ಚು ಸಾಧನೆ ಮಾಡುತ್ತಿದ್ದಾರೆ. ದೇಶ, ರಾಜ್ಯ ಹಾಗೂ ವಿಶ್ವ ಮಟ್ಟದಲ್ಲಿ ಗುರುತಿಸಿಕೊಳ್ಳುತ್ತಿದ್ದಾರೆ ಎಂದು ಅತಿಥಿಗಳು ಹೇಳಿದರು. ನಗರದ ಸರ್ಕಾರಿ ಪ್ರಥಮ ದರ್ಜೆ ಕಾಲೇಜಿನಲ್ಲಿ ಆಯೋಜಿಸಿದ್ದ ಬೆಂಗಳೂರು ವಿವಿ ಮಟ್ಟದ ಕಬಡ್ಡಿ ಕ್ರೀಡಾಕೂಟ ಉದ್ಘಾಟಿಸಿ ಮಾತನಾಡಿದರು. ಹೆಣ್ಣು ಮಕ್ಕಳು ಕ್ರೀಡಾಕ್ಷೇತ್ರದಲ್ಲಿ ಹೆಚ್ಚು ಸಾಧನೆ ಮಾಡುತ್ತಿದ್ದಾರೆ. ದೇಶ, ರಾಜ್ಯ ಹಾಗೂ ವಿಶ್ವ ಮಟ್ಟದಲ್ಲಿ ಗುರುತಿಸಿಕೊಳ್ಳುತ್ತಿದ್ದಾರೆ ಎಂದು ಅತಿಥಿಗಳು ಹೇಳಿದರು. ನಗರದ ಸರ್ಕಾರಿ ಪ್ರಥಮ ದರ್ಜೆ ಕಾಲೇಜಿನಲ್ಲಿ ಆಯೋಜಿಸಿದ್ದ ಬೆಂಗಳೂರು ವಿವಿ ಮಟ್ಟದ ಕಬಡ್ಡಿ ಕ್ರೀಡಾಕೂಟ ಉದ್ಘಾಟಿಸಿ ಮಾತನಾಡಿದರು. — [28, 1130, 463, 1363]
story-headline: ವಕೀಲರು ಸಮಾಜಮುಖಿಯಾಗಿರಲಿ — [478, 1146, 790, 1179]
masthead — [0, 0, 945, 57]
lead-text-2: 2025ರ ಜುಲೈ ತಿಂಗಳವರೆಗೆ 3109 ಯುವನಿಧಿ ಫಲಾನುಭವಿಗಳಿಗೆ 8 ಕೋಟಿ 27 ಲಕ್ಷ ರೂ. ಪಾವತಿಸಲಾಗಿದೆ. ಗ್ರಾಹಕರ ಮನೆಗಳಿಗೆ ಉಚಿತ ವಿದ್ಯುತ್ ಒದಗಿಸುವ ಸಲುವಾಗಿ ಗೃಹಜ್ಯೋತಿ ಯೋಜನೆಯಡಿ 14 ಕೋಟಿ ರೂ. ಸರ್ಕಾರ ಭರಿಸುತ್ತಿದೆ. ಅನ್ನಭಾಗ್ಯ ಯೋಜನೆಯಡಿ 1,50,00,270 ಫಲಾನುಭವಿಗಳಿಗೆ 247 ಕೋಟಿ 46 ಲಕ್ಷ ರೂ. ವರ್ಗಾವಣೆ ಮಾಡಲಾಗಿದೆ. ತಾಲೂಕಿನಲ್ಲಿ 53,200 ಫಲಾನುಭವಿಗಳಿಗೆ 210 ಕೋಟಿ 57 ಲಕ್ಷ ರೂ. ಪಾವತಿಯಾಗಿದೆ. — [388, 295, 740, 333]
story-text: ವಕೀಲ ವೃತ್ತಿ ಪ್ರಾಮಾಣಿಕವಾಗಿ ಮಾಡುವ ವೃತ್ತಿಯಾಗಿದ್ದು ವಕೀಲರು ಸಮಾಜಮುಖಿಯಾಗಿ ಕೆಲಸ ಮಾಡಬೇಕು ಎಂದು ನ್ಯಾಯಾಧೀಶರು ಹೇಳಿದರು. ಈಸ್ತೂರು ಗ್ರಾಮದಲ್ಲಿ ಕಾನೂನು ಅರಿವು ಹಾಗೂ ಸೇವಾ ಶಿಬಿರದಲ್ಲಿ ಮಾತನಾಡಿದ ಅವರು, ಗ್ರಾಮೀಣ ಜನರಿಗೆ ಕಾನೂನು ಅರಿವು ಮೂಡಿಸುವುದು ಅಗತ್ಯ. ಕಾನೂನು ವಿದ್ಯಾರ್ಥಿಗಳು ಗ್ರಾಮಗಳಲ್ಲಿ ಶಿಬಿರ ನಡೆಸಿ ಜನರ ಸಮಸ್ಯೆಗಳನ್ನು ಆಲಿಸಬೇಕು ಎಂದರು. — [478, 1189, 618, 1257]
story-kabaddi: ಕಬಡ್ಡಿಯಲ್ಲಿ ನಂದಗುಡಿ ಕೆಪಿಎಸ್ ಶಾಲೆಗೆ ಬಹುಮಾನ: ಅಭಿನಂದನೆ ಕ್ರೀಡೆಗೂ ದೇಶದಲ್ಲಿ ಸಮಾನ ಅವಕಾಶ •ಹಾವೇರಿ: ಹೊಸಕೋಟೆ ತಾಲೂಕು ನಂದಗುಡಿ ಗ್ರಾಮದ ಕೆಪಿಎಸ್ ಶಾಲೆಯ ಕಾಲೇಜಿನ ವಿಭಾಗದ ವಿದ್ಯಾರ್ಥಿನಿಯರು ರಾಜ್ಯ ಮಟ್ಟದ ಕಬಡ್ಡಿ ಪಂದ್ಯಾವಳಿಯಲ್ಲಿ ಪ್ರಥಮ ಸ್ಥಾನ ಪಡೆದ ಹಿನ್ನೆಲೆಯಲ್ಲಿ ಶಾಲೆಯ ವತಿಯಿಂದ ಅಭಿನಂದನಾ ಸಮಾರಂಭ ಏರ್ಪಡಿಸಲಾಗಿತ್ತು. ಕ್ರೀಡೆಗೂ ದೇಶದಲ್ಲಿ ಶಿಕ್ಷಣಕ್ಕೆ ಸಮಾನವಾದ ಅವಕಾಶಗಳಿವೆ. ವಿದ್ಯಾರ್ಥಿಗಳು ಕ್ರೀಡೆಯಲ್ಲಿ ಹೆಚ್ಚಿನ ಆಸಕ್ತಿ ವಹಿಸಬೇಕು ಎಂದು ಹೇಳಿದರು. ಹೊಸಕೋಟೆ ತಾಲೂಕು ನಂದಗುಡಿ ಗ್ರಾಮದ ಕೆಪಿಎಸ್ ಶಾಲೆಯ ಕಾಲೇಜಿನ ವಿಭಾಗದ ವಿದ್ಯಾರ್ಥಿನಿಯರು ರಾಜ್ಯ ಮಟ್ಟದ ಕಬಡ್ಡಿ ಪಂದ್ಯಾವಳಿಯಲ್ಲಿ ಪ್ರಥಮ ಸ್ಥಾನ ಪಡೆದ ಹಿನ್ನೆಲೆಯಲ್ಲಿ ಶಾಲೆಯ ವತಿಯಿಂದ ಅಭಿನಂದನಾ ಸಮಾರಂಭ ಏರ್ಪಡಿಸಲಾಗಿತ್ತು. ಕ್ರೀಡೆಗೂ ದೇಶದಲ್ಲಿ ಶಿಕ್ಷಣಕ್ಕೆ ಸಮಾನವಾದ ಅವಕಾಶಗಳಿವೆ. ವಿದ್ಯಾರ್ಥಿಗಳು ಕ್ರೀಡೆಯಲ್ಲಿ ಹೆಚ್ಚಿನ ಆಸಕ್ತಿ ವಹಿಸಬೇಕು ಎಂದು ಹೇಳಿದರು. — [204, 440, 576, 635]
brief-item: ಸಮೀಕ್ಷೆಗೆ ಹೋದ ಶಿಕ್ಷಕಿ ನಾಪತ್ತೆ •ಕೋಲಾರ: ಸಾಮಾಜಿಕ ಮತ್ತು ಶೈಕ್ಷಣಿಕ ಸಮೀಕ್ಷೆ ಕಾರ್ಯಕ್ಕೆ ತೆರಳಿದ್ದ ಶಿಕ್ಷಕಿಯೊಬ್ಬರು ನಾಪತ್ತೆಯಾಗಿರುವ ಘಟನೆ ನಡೆದಿದೆ. ಕುಟುಂಬಸ್ಥರು ಪೊಲೀಸ್ ಠಾಣೆಗೆ ದೂರು ನೀಡಿದ್ದಾರೆ. ಪೊಲೀಸರು ಹುಡುಕಾಟ ನಡೆಸುತ್ತಿದ್ದಾರೆ. — [26, 876, 186, 1140]
story-kicker: ಸುಗಟೂರು ಗ್ರಾಪಂ ಪಿಡಿಒಗೆ ಹೃದಯಸ್ಪರ್ಶಿ ಬೀಳ್ಕೊಡುಗೆ — [572, 718, 833, 736]
story-kicker: ಕೃಷಿ ವಿಜ್ಞಾನ ಕೇಂದ್ರದಲ್ಲಿ ಸಾಮರ್ಥ್ಯ ಅಭಿವೃದ್ಧಿ ಕಾರ್ಯಕ್ರಮ — [204, 886, 444, 901]
story-text: ಮೇವಿನ ಬೆಳೆಯಲ್ಲಿ ಯಾವುದನ್ನು ಬೆಳೆಯಬೇಕು, ಯಾವ ರೀತಿ ಬೆಳೆಯಬೇಕು ಎಂಬ ಬಗ್ಗೆ ರೈತರು ತಿಳಿದುಕೊಳ್ಳಬೇಕು. ಮೇವು ನಿರ್ವಹಣೆಗೂ ಆಧುನಿಕ ತಂತ್ರಜ್ಞಾನ ಬಳಸುವ ಮೂಲಕ ಹೈನುಗಾರಿಕೆಯಲ್ಲಿ ಉತ್ತಮ ಆದಾಯ ಗಳಿಸಬಹುದು ಎಂದು ಕೃಷಿ ವಿಜ್ಞಾನ ಕೇಂದ್ರದ ವಿಜ್ಞಾನಿಗಳು ಸಲಹೆ ನೀಡಿದರು. ಭಾರತೀಯ ಹುಲ್ಲುಗಾವಲು ಮತ್ತು ಮೇವು ಸಂಶೋಧನಾ ಸಂಸ್ಥೆಯ ಸಹಯೋಗದಲ್ಲಿ ಕಾರ್ಯಕ್ರಮ ನಡೆಯಿತು. — [204, 939, 384, 997]
story-headline: ಮೇವು ನಿರ್ವಹಣೆಗೂ ತಂತ್ರಜ್ಞಾನ ಬಳಸಿ — [204, 901, 475, 925]
dateline: ಹಾವೇರಿ: — [482, 1189, 504, 1197]
badge-pre: ಕಿರು — [78, 78, 100, 97]
edition-day: ಬುಧವಾರ — [876, 17, 905, 27]
dateline: ಚಿಕ್ಕಬಳ್ಳಾಪುರ: — [30, 586, 63, 594]
story-kicker-2: 28ಕ್ಕೂ ಹೆಚ್ಚು ಕಾಲೇಜು ಭಾಗಿ — [237, 1130, 373, 1146]
dateline: ನೆಲಮಂಗಲ: — [32, 1189, 62, 1197]
story-kicker: ಈಸ್ತೂರು ಗ್ರಾಮದಲ್ಲಿ ಕಾನೂನು ಅರಿವು-ಸೇವಾ ಶಿಬಿರ — [478, 1130, 708, 1146]
lead-headline: ಬೆಂ.ದ. ಜಿಲ್ಲೆಯಲ್ಲಿ ಶೇ.97ಫಲಾನುಭವಿಗಳು — [204, 88, 736, 129]
registration-marks: ●●●● — [90, 1410, 126, 1419]
box-title: ಸಮರ್ಪಕ ನಿರ್ವಹಣೆ — [749, 275, 828, 289]
brief-item: ನವವಿವಾಹಿತೆ ಆತ್ಮಹತ್ಯೆ •ಚಿಕ್ಕಬಳ್ಳಾಪುರ: ಪತಿಯ ಮನೆಯಲ್ಲಿ ನವವಿವಾಹಿತೆಯೊಬ್ಬರು ಆತ್ಮಹತ್ಯೆ ಮಾಡಿಕೊಂಡಿರುವ ಘಟನೆ ನಡೆದಿದೆ. ವರದಕ್ಷಿಣೆ ಕಿರುಕುಳ ನೀಡಲಾಗುತ್ತಿತ್ತು ಎಂದು ಮೃತರ ಪೋಷಕರು ಆರೋಪಿಸಿದ್ದಾರೆ. ಪ್ರಕರಣ ದಾಖಲಿಸಿಕೊಂಡ ಪೊಲೀಸರು ತನಿಖೆ ಕೈಗೊಂಡಿದ್ದಾರೆ. ಕುಟುಂಬದವರು ಸೂಕ್ತ ಕ್ರಮಕ್ಕೆ ಒತ್ತಾಯಿಸಿದ್ದಾರೆ. — [26, 561, 186, 870]
dateline: ರಾಮನಗರ: — [208, 165, 236, 173]
story-kicker: ಕಬಡ್ಡಿಯಲ್ಲಿ ನಂದಗುಡಿ ಕೆಪಿಎಸ್ ಶಾಲೆಗೆ ಬಹುಮಾನ: ಅಭಿನಂದನೆ — [204, 440, 494, 456]
tile-gruhajyothi: ಗೃಹಜ್ಯೋತಿ 200 — [392, 154, 460, 192]
brief-news-column — [26, 64, 186, 1104]
story-sugaturu: ಸುಗಟೂರು ಗ್ರಾಪಂ ಪಿಡಿಒಗೆ ಹೃದಯಸ್ಪರ್ಶಿ ಬೀಳ್ಕೊಡುಗೆ ಕಣ್ಣೀರಿಟ್ಟ ಗ್ರಾಪಂ ಸಿಬ್ಬಂದಿ, ಸದಸ್ಯರು •ಕೋಲಾರ: ಸುಗಟೂರು ಗ್ರಾಮ ಪಂಚಾಯಿತಿ ಪಿಡಿಒ ವರ್ಗಾವಣೆಯ ಹಿನ್ನೆಲೆಯಲ್ಲಿ ಸಮಾರಂಭದಲ್ಲಿ ಸಿಬ್ಬಂದಿ ಮತ್ತು ಸದಸ್ಯರು ಭಾವುಕರಾಗಿ ಬೀಳ್ಕೊಡುಗೆ ನೀಡಿದರು. ಪಂಚಾಯಿತಿಯ ಅಭಿವೃದ್ಧಿಗೆ ಅವರ ಕೊಡುಗೆ ಅಪಾರವಾಗಿದೆ ಎಂದು ಸದಸ್ಯರು ಸ್ಮರಿಸಿದರು. ಗ್ರಾಮದ ಮೂಲಸೌಕರ್ಯ, ಕುಡಿಯುವ ನೀರು, ರಸ್ತೆ ಮತ್ತು ನೈರ್ಮಲ್ಯ ಕಾಮಗಾರಿಗಳನ್ನು ಸಮರ್ಪಕವಾಗಿ ನಿರ್ವಹಿಸಿದ್ದರು. ಗ್ರಾಪಂ ಅಧ್ಯಕ್ಷರು, ಉಪಾಧ್ಯಕ್ಷರು ಮತ್ತು ಸದಸ್ಯರು ಸನ್ಮಾನಿಸಿದರು. ಈ ಸಂದರ್ಭದಲ್ಲಿ ಗ್ರಾಮದ ಮುಖಂಡರು, ಸಿಬ್ಬಂದಿ ಹಾಜರಿದ್ದರು. ಸುಗಟೂರು ಗ್ರಾಮ ಪಂಚಾಯಿತಿ ಪಿಡಿಒ ವರ್ಗಾವಣೆಯ ಹಿನ್ನೆಲೆಯಲ್ಲಿ ಸಮಾರಂಭದಲ್ಲಿ ಸಿಬ್ಬಂದಿ ಮತ್ತು ಸದಸ್ಯರು ಭಾವುಕರಾಗಿ ಬೀಳ್ಕೊಡುಗೆ ನೀಡಿದರು. ಪಂಚಾಯಿತಿಯ ಅಭಿವೃದ್ಧಿಗೆ ಅವರ ಕೊಡುಗೆ ಅಪಾರವಾಗಿದೆ ಎಂದು ಸದಸ್ಯರು ಸ್ಮರಿಸಿದರು. ಗ್ರಾಮದ ಮೂಲಸೌಕರ್ಯ, ಕುಡಿಯುವ ನೀರು, ರಸ್ತೆ ಮತ್ತು ನೈರ್ಮಲ್ಯ ಕಾಮಗಾರಿಗಳನ್ನು ಸಮರ್ಪಕವಾಗಿ ನಿರ್ವಹಿಸಿದ್ದರು. ಗ್ರಾಪಂ ಅಧ್ಯಕ್ಷರು, ಉಪಾಧ್ಯಕ್ಷರು ಮತ್ತು ಸದಸ್ಯರು ಸನ್ಮಾನಿಸಿದರು. ಈ ಸಂದರ್ಭದಲ್ಲಿ ಗ್ರಾಮದ ಮುಖಂಡರು, ಸಿಬ್ಬಂದಿ ಹಾಜರಿದ್ದರು. — [572, 718, 916, 953]
box-title: ತಾಂತ್ರಿಕ ಸಮಸ್ಯೆಗೆ ಶೀಘ್ರ ಪರಿಹಾರ — [749, 155, 876, 169]
brief-news-badge: ಕಿರುಸುದ್ದಿ ››› — [26, 64, 186, 120]
edition-date: 15 ಅಕ್ಟೋಬರ್ 2025 — [831, 29, 905, 39]
lead-kicker-2: ಪ್ರತಿ ತಿಂಗಳ 1,626 ಕೋಟಿ ರೂ. ಪಾವತಿ — [500, 64, 756, 86]
section-title: ಪ್ರಾದೇಶಿಕ — [499, 8, 591, 43]
tile-shakti: ಶಕ್ತಿ — [392, 238, 432, 278]
story-photo — [392, 940, 556, 1010]
story-headline: ಲಾವಣ್ಯ ಬಿ.ಇ.ಡಿ ಕಾಲೇಜಿಗೆ ಉತ್ತಮ ಫಲಿತಾಂಶ — [204, 718, 521, 742]
story-photo — [760, 494, 916, 580]
badge-post: ಸುದ್ದಿ — [99, 78, 125, 97]
tile-gruhalakshmi: ಗೃಹಲಕ್ಷ್ಮಿ 2000 — [466, 196, 534, 234]
brief-title: ನವವಿವಾಹಿತೆ ಆತ್ಮಹತ್ಯೆ — [26, 561, 186, 581]
box-text: ಬೆಂಗಳೂರು ದಕ್ಷಿಣ ಜಿಲ್ಲೆಯಲ್ಲಿ ಶೇಕಡ 97ರಷ್ಟು ಜನರು ಪಂಚ ಗ್ಯಾರಂಟಿ ಯೋಜನೆಗಳ ಫಲಾನುಭವಿಗಳಾಗಿದ್ದಾರೆ. ಪ್ರತಿ ತಿಂಗಳು ಸಮರ್ಪಕವಾಗಿ ಹಣ ಪಾವತಿಯಾಗುತ್ತಿದೆ. ಈ ಯೋಜನೆಯಿಂದ ಉತ್ತಮ ಸ್ಪಂದನೆ ಸಿಕ್ಕಿದೆ ಎಂದು ಗ್ಯಾರಂಟಿ ಅನುಷ್ಠಾನ ಸಮಿತಿ ಅಧ್ಯಕ್ಷರು ತಿಳಿಸಿದ್ದಾರೆ. — [749, 294, 911, 332]
guarantee-graphic — [388, 150, 538, 286]
